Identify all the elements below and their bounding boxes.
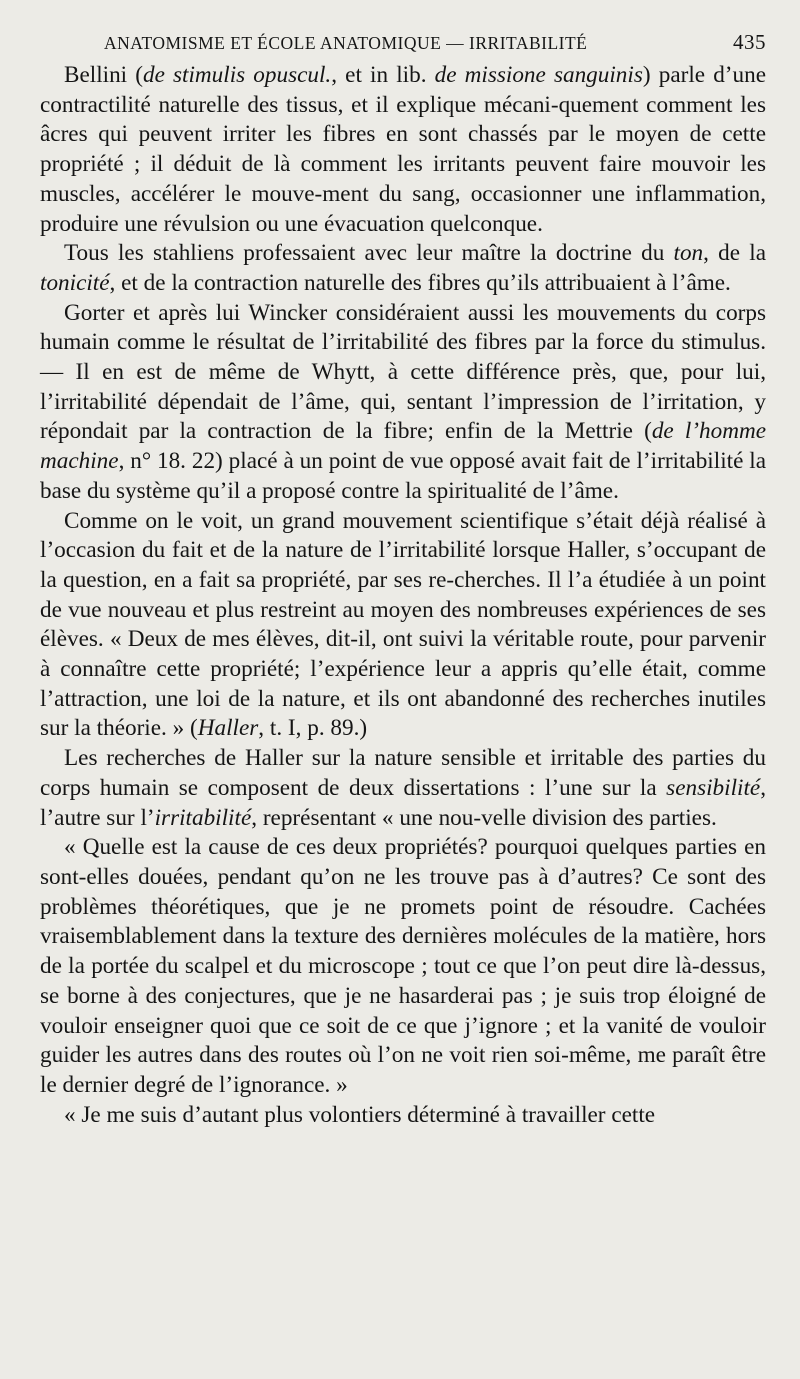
- running-head: [104, 30, 766, 55]
- paragraph: [40, 833, 766, 1100]
- paragraph: [40, 744, 766, 833]
- italic-text: de l’homme machine: [40, 418, 766, 475]
- italic-text: tonicité: [40, 269, 110, 296]
- paragraph: [40, 299, 766, 507]
- text-run: , t. I, p. 89.): [258, 715, 368, 742]
- paragraph: [40, 1101, 766, 1131]
- italic-text: de stimulis opuscul.: [142, 62, 332, 88]
- paragraph: [40, 507, 766, 745]
- text-run: Gorter et après lui Wincker considéraient aussi les mouvements du corps humain comme le résultat de l’irritabilité des fibres par la force du stimulus. — Il en est de même de Whytt, à cette différence près, que, pour lui, l’irritabilité dépendait de l’âme, qui, sentant l’impression de l’irritation, y répondait par la contraction de la fibre; enfin de la Mettrie (: [40, 299, 766, 445]
- text-run: « Quelle est la cause de ces deux propriétés? pourquoi quelques parties en sont-elles douées, pendant qu’on ne les trouve pas à d’autres? Ce sont des problèmes théorétiques, que je ne promets point de résoudre. Cachées vraisemblablement dans la texture des dernières molécules de la matière, hors de la portée du scalpel et du microscope ; tout ce que l’on peut dire là-dessus, se borne à des conjectures, que je ne hasarderai pas ; je suis trop éloigné de vouloir enseigner quoi que ce soit de ce que j’ignore ; et la vanité de vouloir guider les autres dans des routes où l’on ne voit rien soi-même, me paraît être le dernier degré de l’ignorance. »: [40, 834, 766, 1098]
- text-run: , et in lib.: [331, 62, 435, 88]
- text-run: Tous les stahliens professaient avec leur maître la doctrine du: [64, 240, 674, 267]
- text-run: Les recherches de Haller sur la nature sensible et irritable des parties du corps humain se composent de deux dissertations : l’une sur la: [40, 745, 766, 801]
- text-run: Comme on le voit, un grand mouvement scientifique s’était déjà réalisé à l’occasion du fait et de la nature de l’irritabilité lorsque Haller, s’occupant de la question, en a fait sa propriété, par ses re-cherches. Il l’a étudiée à un point de vue nouveau et plus restreint au moyen des nombreuses expériences de ses élèves. « Deux de mes élèves, dit-il, ont suivi la véritable route, pour parvenir à connaître cette propriété; l’expérience leur a appris qu’elle était, comme l’attraction, une loi de la nature, et ils ont abandonné des recherches inutiles sur la théorie. » (: [40, 507, 766, 742]
- italic-text: Haller: [197, 715, 259, 742]
- italic-text: irritabilité: [154, 804, 252, 831]
- italic-text: de missione sanguinis: [434, 62, 643, 88]
- italic-text: sensibilité: [666, 774, 761, 801]
- body-text: [40, 61, 766, 1130]
- running-title: ANATOMISME ET ÉCOLE ANATOMIQUE — IRRITABILITÉ: [104, 33, 588, 53]
- text-run: , représentant « une nou-velle division des parties.: [251, 804, 717, 831]
- paragraph: [40, 239, 766, 298]
- text-run: Bellini (: [64, 62, 143, 88]
- text-run: , et de la contraction naturelle des fibres qu’ils attribuaient à l’âme.: [109, 269, 731, 296]
- text-run: , l’autre sur l’: [40, 774, 766, 831]
- italic-text: ton: [673, 240, 704, 267]
- text-run: ) parle d’une contractilité naturelle des tissus, et il explique mécani-quement comment les âcres qui peuvent irriter les fibres en sont chassés par le moyen de cette propriété ; il déduit de là comment les irritants peuvent faire mouvoir les muscles, accélérer le mouve-ment du sang, occasionner une inflammation, produire une révulsion ou une évacuation quelconque.: [40, 62, 766, 237]
- paragraph: [40, 61, 766, 239]
- page-number: 435: [733, 30, 766, 54]
- text-run: , n° 18. 22) placé à un point de vue opposé avait fait de l’irritabilité la base du système qu’il a proposé contre la spiritualité de l’âme.: [40, 448, 766, 504]
- text-run: « Je me suis d’autant plus volontiers déterminé à travailler cette: [64, 1101, 656, 1128]
- text-run: , de la: [703, 240, 766, 267]
